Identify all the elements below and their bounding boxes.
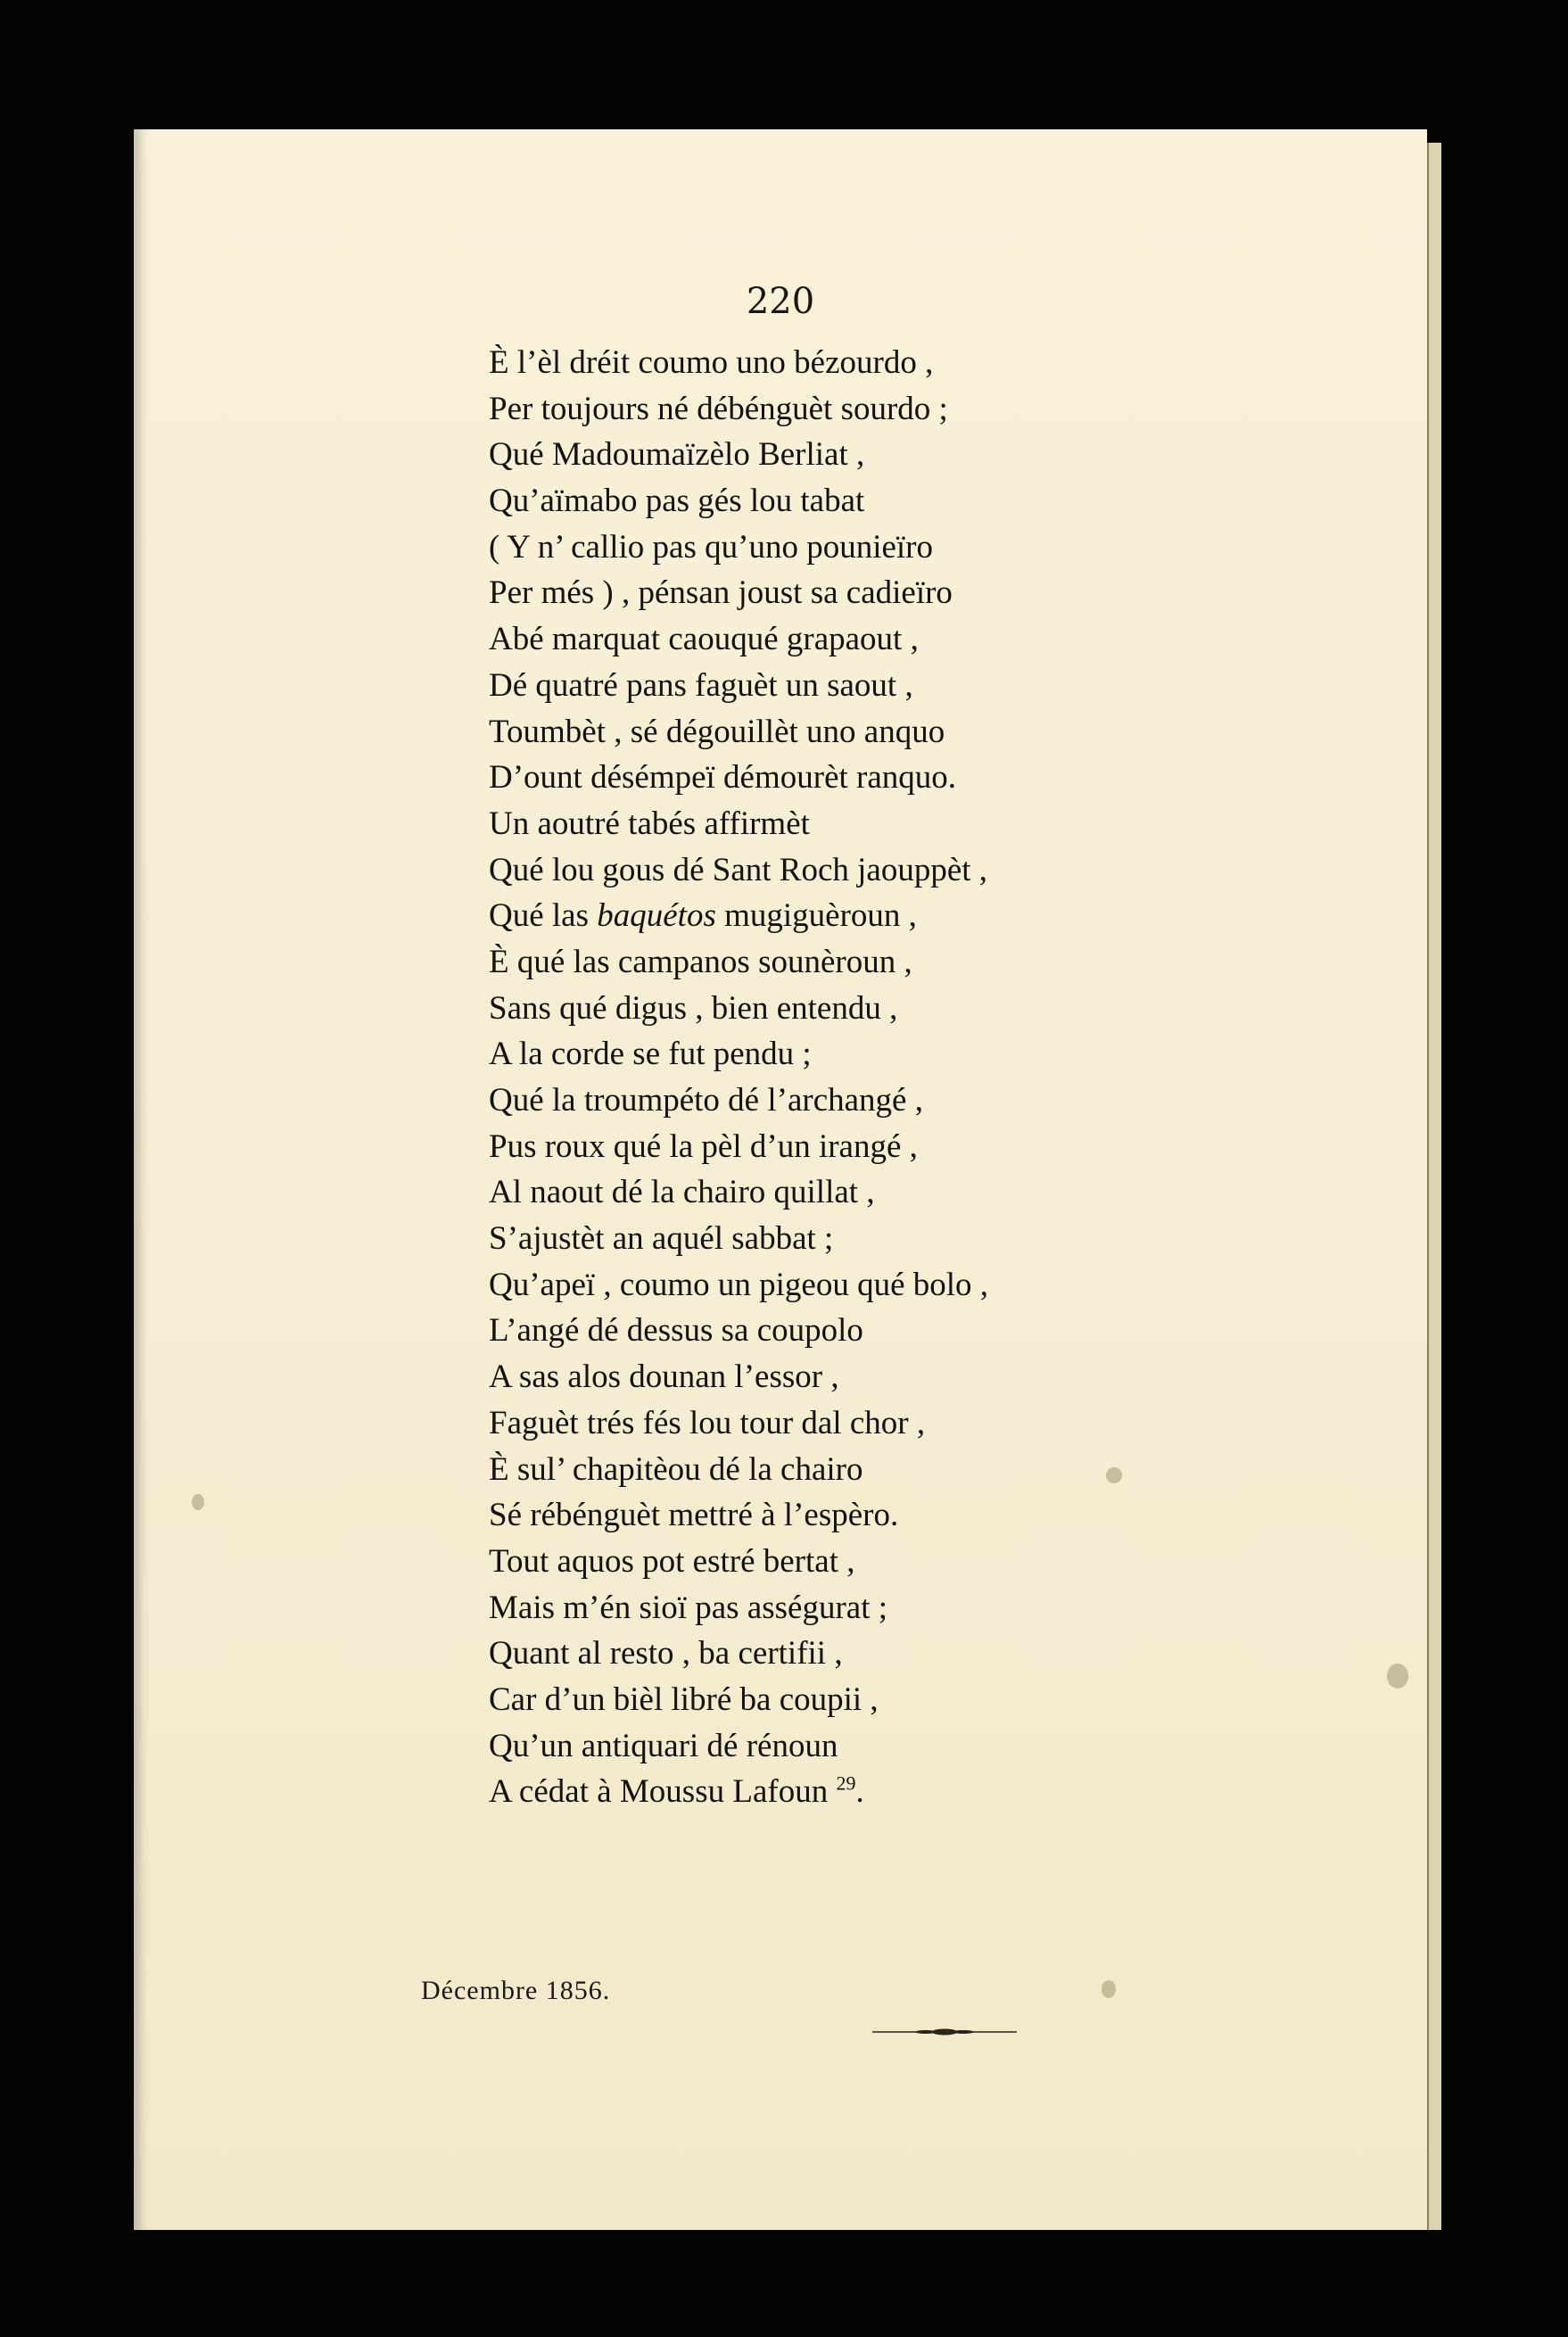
poem-line: D’ount désémpeï démourèt ranquo. (489, 759, 957, 797)
poem-line: Mais m’én sioï pas asségurat ; (489, 1589, 887, 1626)
poem-line: Qué lou gous dé Sant Roch jaouppèt , (489, 851, 988, 888)
italic-word: baquétos (597, 897, 716, 935)
poem-line: Per més ) , pénsan joust sa cadieïro (489, 574, 953, 612)
foxing-spot (1106, 1467, 1122, 1483)
poem (489, 340, 988, 1815)
poem-line: Per toujours né débénguèt sourdo ; (489, 390, 948, 427)
poem-line: Qu’un antiquari dé rénoun (489, 1727, 838, 1764)
poem-line (489, 893, 988, 939)
page-number: 220 (746, 281, 815, 322)
book-page (134, 129, 1427, 2230)
poem-line: Sans qué digus , bien entendu , (489, 989, 898, 1027)
poem-line: Qué Madoumaïzèlo Berliat , (489, 436, 865, 474)
poem-line-text: . (855, 1773, 864, 1811)
poem-line: Car d’un bièl libré ba coupii , (489, 1680, 879, 1718)
poem-line: Qu’aïmabo pas gés lou tabat (489, 483, 865, 520)
poem-line: Al naout dé la chairo quillat , (489, 1174, 875, 1211)
poem-line-text: mugiguèroun , (715, 897, 917, 935)
poem-line-text: A cédat à Moussu Lafoun (489, 1773, 837, 1811)
poem-line: A sas alos dounan l’essor , (489, 1358, 839, 1396)
date-line: Décembre 1856. (421, 1976, 611, 2005)
foxing-spot (1102, 1980, 1116, 1998)
poem-line: Abé marquat caouqué grapaout , (489, 621, 919, 658)
poem-line: Pus roux qué la pèl d’un irangé , (489, 1127, 918, 1165)
foxing-spot (1387, 1664, 1408, 1689)
poem-line: È l’èl dréit coumo uno bézourdo , (489, 344, 934, 381)
footnote-marker: 29 (836, 1771, 856, 1795)
foxing-spot (192, 1494, 204, 1510)
poem-line: Dé quatré pans faguèt un saout , (489, 666, 913, 704)
poem-line: Toumbèt , sé dégouillèt uno anquo (489, 713, 945, 750)
poem-line: Tout aquos pot estré bertat , (489, 1542, 855, 1580)
poem-line: È sul’ chapitèou dé la chairo (489, 1450, 863, 1488)
poem-line: Qu’apeï , coumo un pigeou qué bolo , (489, 1266, 989, 1303)
poem-line: S’ajustèt an aquél sabbat ; (489, 1220, 834, 1258)
page-edge (1427, 143, 1441, 2230)
poem-line: Faguèt trés fés lou tour dal chor , (489, 1404, 926, 1441)
poem-line: L’angé dé dessus sa coupolo (489, 1312, 863, 1350)
poem-line-text: Qué las (489, 897, 598, 935)
poem-line: ( Y n’ callio pas qu’uno pounieïro (489, 528, 934, 566)
poem-line: Sé rébénguèt mettré à l’espèro. (489, 1497, 899, 1534)
poem-line: È qué las campanos sounèroun , (489, 943, 912, 980)
poem-line: Un aoutré tabés affirmèt (489, 805, 810, 842)
poem-line (489, 1769, 988, 1815)
poem-line: A la corde se fut pendu ; (489, 1036, 812, 1073)
ornament-divider (872, 2027, 1017, 2036)
poem-line: Qué la troumpéto dé l’archangé , (489, 1082, 923, 1119)
poem-line: Quant al resto , ba certifii , (489, 1635, 843, 1672)
